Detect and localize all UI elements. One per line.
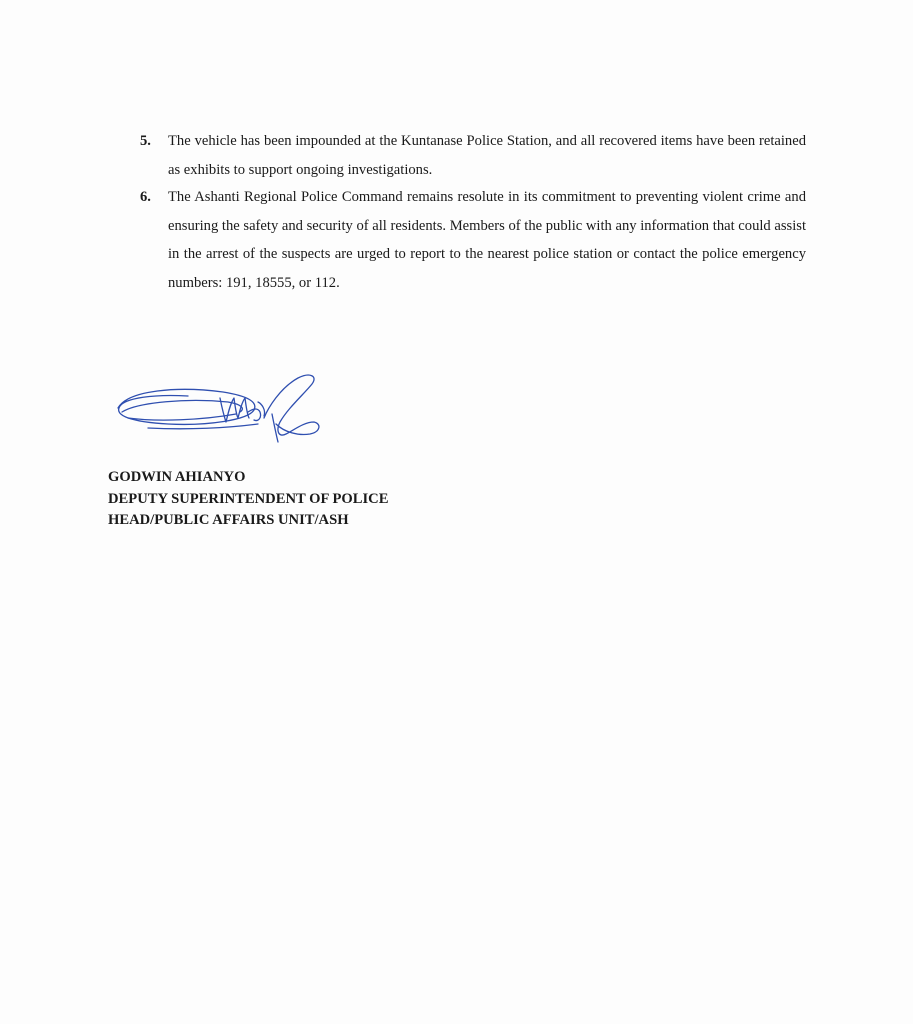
paragraph-number: 5. <box>140 133 151 149</box>
signature-block <box>108 467 388 532</box>
paragraph-text: The Ashanti Regional Police Command remains resolute in its commitment to preventing violent crime and ensuring the safety and security of all residents. Members of the public with any information that could assist in the arrest of the suspects are urged to report to the nearest police station or contact the police emergency numbers: 191, 18555, or 112. <box>168 189 806 291</box>
signatory-rank: DEPUTY SUPERINTENDENT OF POLICE <box>108 490 389 507</box>
paragraph-6 <box>140 183 806 297</box>
paragraph-5 <box>140 127 806 184</box>
signatory-unit: HEAD/PUBLIC AFFAIRS UNIT/ASH <box>108 512 349 528</box>
paragraph-text: The vehicle has been impounded at the Kuntanase Police Station, and all recovered items have been retained as exhibits to support ongoing investigations. <box>168 133 806 178</box>
paragraph-number: 6. <box>140 189 151 205</box>
handwritten-signature <box>108 368 340 450</box>
signatory-name: GODWIN AHIANYO <box>108 469 246 485</box>
